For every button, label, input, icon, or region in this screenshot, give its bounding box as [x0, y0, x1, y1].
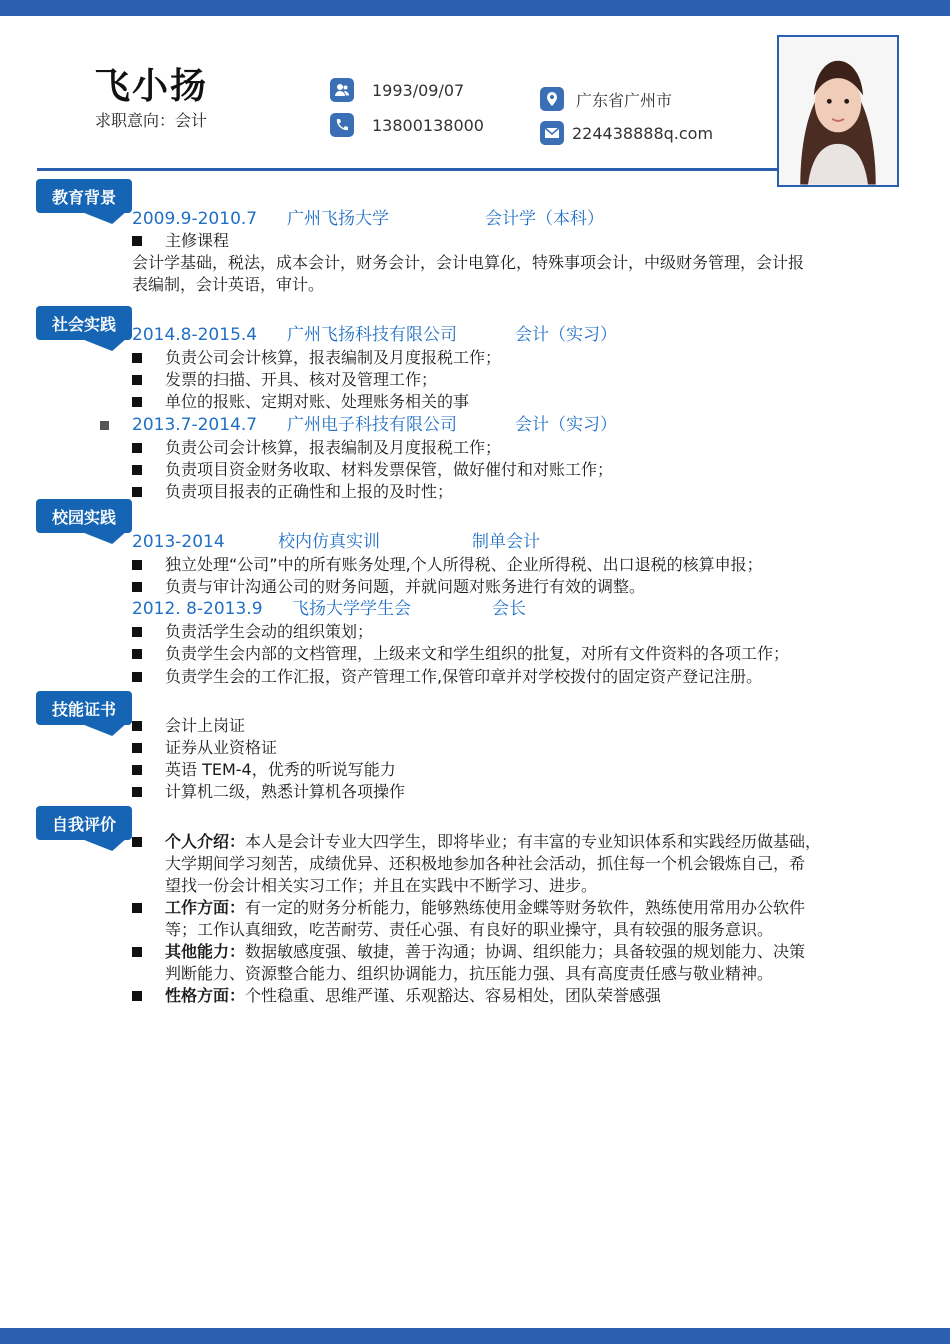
portrait-image — [779, 37, 897, 185]
job-date: 2014.8-2015.4 — [132, 325, 258, 345]
email-text: 224438888q.com — [572, 123, 714, 143]
self-text: 大学期间学习刻苦，成绩优异、还积极地参加各种社会活动，抓住每一个机会锻炼自己，希 — [165, 854, 806, 873]
list-item-text: 英语 TEM-4，优秀的听说写能力 — [165, 760, 396, 779]
self-label: 工作方面： — [165, 898, 246, 917]
list-item-text: 负责公司会计核算，报表编制及月度报税工作； — [165, 348, 502, 367]
list-item-text: 会计上岗证 — [165, 716, 246, 735]
list-item-text: 负责活学生会动的组织策划； — [165, 622, 374, 641]
job-org: 广州电子科技有限公司 — [287, 415, 457, 435]
list-item-text: 负责公司会计核算，报表编制及月度报税工作； — [165, 438, 502, 457]
job-intent: 求职意向：会计 — [95, 111, 208, 130]
self-text: 等；工作认真细致，吃苦耐劳、责任心强、有良好的职业操守，具有较强的服务意识。 — [165, 920, 774, 939]
education-date: 2009.9-2010.7 — [132, 209, 258, 229]
section-tag-self: 自我评价 — [36, 806, 132, 840]
list-item-text: 负责项目资金财务收取、材料发票保管，做好催付和对账工作； — [165, 460, 614, 479]
section-tag-skills: 技能证书 — [36, 691, 132, 725]
self-text: 望找一份会计相关实习工作；并且在实践中不断学习、进步。 — [165, 876, 598, 895]
list-item-text: 单位的报账、定期对账、处理账务相关的事 — [165, 392, 470, 411]
phone-text: 13800138000 — [372, 115, 484, 135]
list-item-text: 负责项目报表的正确性和上报的及时性； — [165, 482, 454, 501]
self-label: 其他能力： — [165, 942, 246, 961]
birthday-text: 1993/09/07 — [372, 80, 465, 100]
location-pin-icon — [540, 87, 564, 111]
self-text: 有一定的财务分析能力，能够熟练使用金蝶等财务软件，熟练使用常用办公软件 — [245, 898, 806, 917]
location-item — [540, 87, 672, 111]
list-item-text: 计算机二级，熟悉计算机各项操作 — [165, 782, 406, 801]
email-item — [540, 121, 713, 145]
education-bullet: 主修课程 — [165, 231, 230, 250]
phone-icon — [330, 113, 354, 137]
job-org: 飞扬大学学生会 — [292, 599, 411, 619]
self-label: 性格方面： — [165, 986, 246, 1005]
list-item-text: 证券从业资格证 — [165, 738, 278, 757]
education-org: 广州飞扬大学 — [287, 209, 389, 229]
header-divider — [37, 168, 779, 171]
profile-photo — [777, 35, 899, 187]
birthday-item — [330, 78, 464, 102]
self-text: 个性稳重、思维严谨、乐观豁达、容易相处，团队荣誉感强 — [245, 986, 662, 1005]
list-item-text: 发票的扫描、开具、核对及管理工作； — [165, 370, 438, 389]
phone-item — [330, 113, 484, 137]
list-item-text: 负责学生会的工作汇报，资产管理工作,保管印章并对学校拨付的固定资产登记注册。 — [165, 667, 763, 686]
location-text: 广东省广州市 — [576, 90, 673, 110]
job-org: 校内仿真实训 — [278, 532, 380, 552]
job-date: 2012. 8-2013.9 — [132, 599, 263, 619]
user-icon — [330, 78, 354, 102]
top-accent-bar — [0, 0, 950, 16]
job-role: 会计（实习） — [515, 325, 617, 345]
self-text: 本人是会计专业大四学生，即将毕业；有丰富的专业知识体系和实践经历做基础， — [245, 832, 822, 851]
education-courses-line1: 会计学基础，税法，成本会计，财务会计，会计电算化，特殊事项会计，中级财务管理，会计报 — [132, 253, 805, 272]
list-item-text: 负责与审计沟通公司的财务问题，并就问题对账务进行有效的调整。 — [165, 577, 646, 596]
self-text: 数据敏感度强、敏捷，善于沟通；协调、组织能力；具备较强的规划能力、决策 — [245, 942, 806, 961]
candidate-name: 飞小扬 — [94, 66, 209, 107]
job-date: 2013.7-2014.7 — [132, 415, 258, 435]
job-org: 广州飞扬科技有限公司 — [287, 325, 457, 345]
education-role: 会计学（本科） — [485, 209, 604, 229]
job-role: 制单会计 — [472, 532, 540, 552]
job-date: 2013-2014 — [132, 532, 225, 552]
section-tag-education: 教育背景 — [36, 179, 132, 213]
list-item-text: 负责学生会内部的文档管理，上级来文和学生组织的批复，对所有文件资料的各项工作； — [165, 644, 790, 663]
gray-bullet — [100, 421, 109, 430]
bottom-accent-bar — [0, 1328, 950, 1344]
section-tag-campus: 校园实践 — [36, 499, 132, 533]
education-courses-line2: 表编制，会计英语，审计。 — [132, 275, 325, 294]
section-tag-social: 社会实践 — [36, 306, 132, 340]
mail-icon — [540, 121, 564, 145]
job-role: 会长 — [492, 599, 526, 619]
list-item-text: 独立处理“公司”中的所有账务处理,个人所得税、企业所得税、出口退税的核算申报； — [165, 555, 763, 574]
self-text: 判断能力、资源整合能力、组织协调能力，抗压能力强、具有高度责任感与敬业精神。 — [165, 964, 774, 983]
job-role: 会计（实习） — [515, 415, 617, 435]
self-label: 个人介绍： — [165, 832, 246, 851]
